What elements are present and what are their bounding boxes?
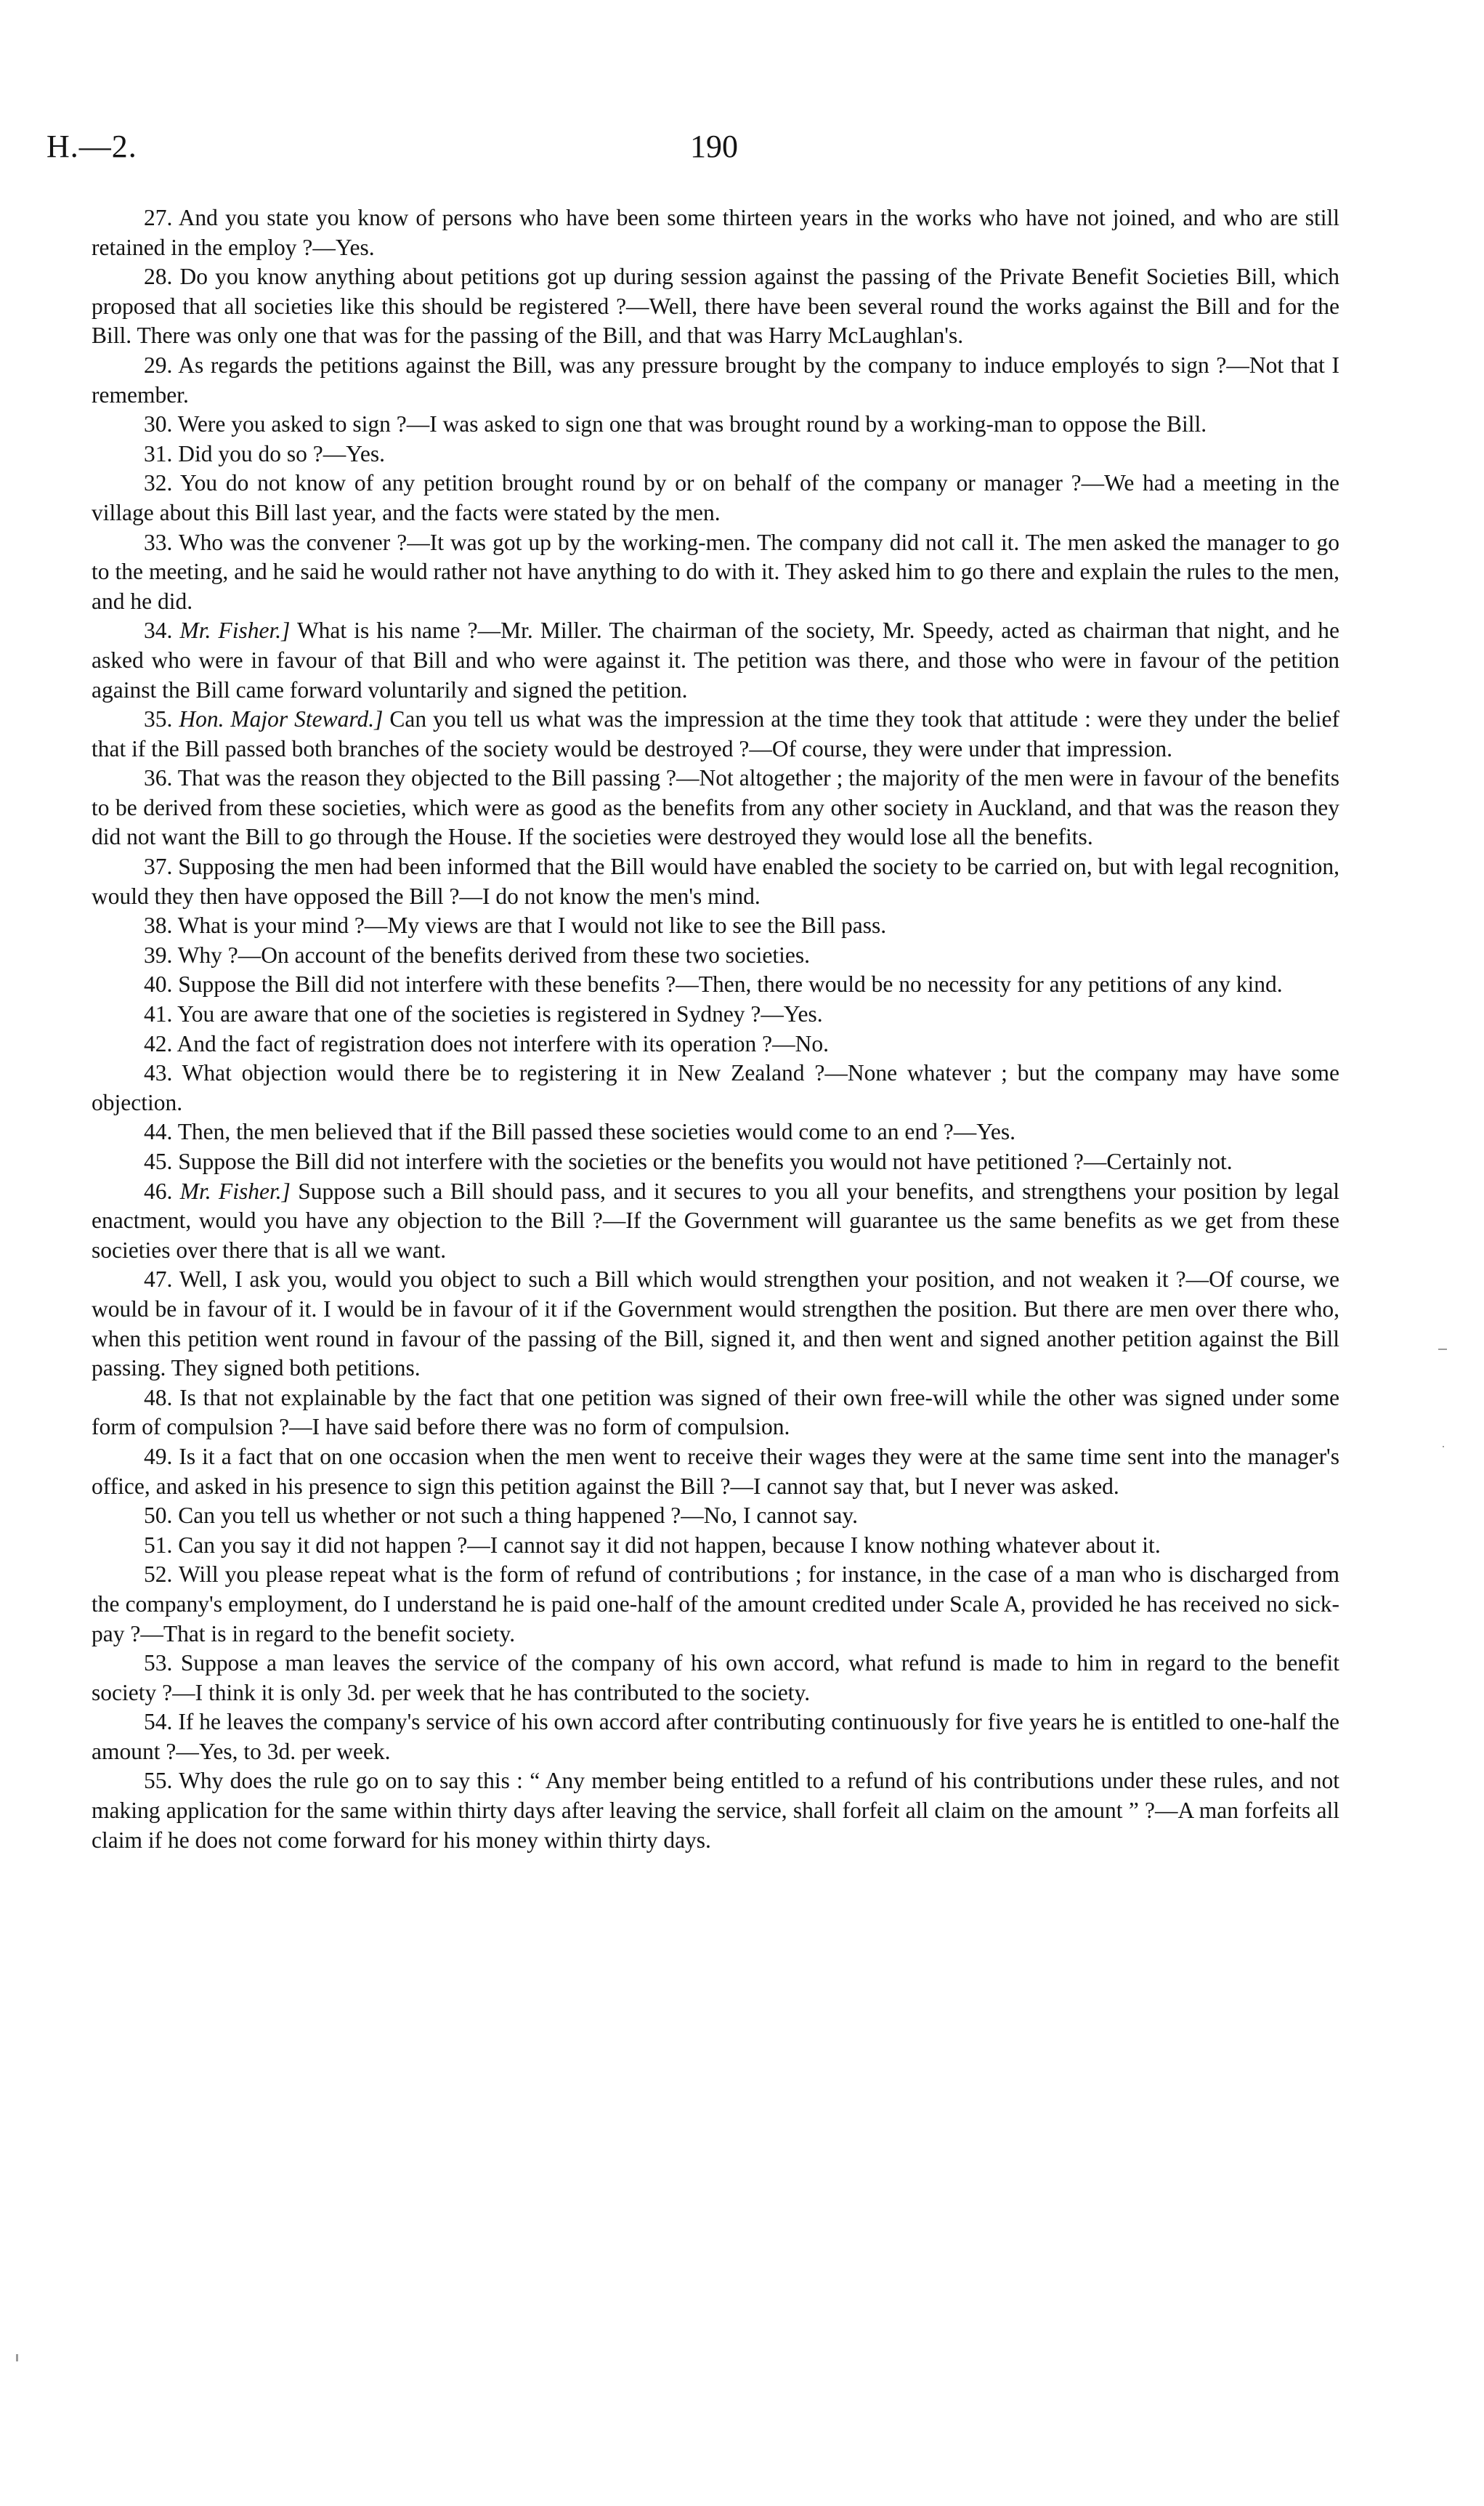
question-answer-text: Supposing the men had been informed that the Bill would have enabled the society to be carried on, but with legal recognition, would they then have opposed the Bill ?—I do not know the men's mind. (92, 854, 1339, 909)
scan-mark (1443, 1446, 1444, 1447)
question-answer-text: Suppose a man leaves the service of the company of his own accord, what refund is made to him in regard to the benefit society ?—I think it is only 3d. per week that he has contributed to the society. (92, 1650, 1339, 1705)
qa-paragraph-16 (92, 1030, 1339, 1059)
qa-paragraph-1 (92, 203, 1339, 262)
qa-paragraph-10 (92, 764, 1339, 852)
question-answer-text: What is his name ?—Mr. Miller. The chairman of the society, Mr. Speedy, acted as chairman that night, and he asked who were in favour of that Bill and who were against it. The petition was there, and those who were in favour of the petition against the Bill came forward voluntarily and signed the petition. (92, 618, 1339, 703)
question-answer-text: Suppose such a Bill should pass, and it secures to you all your benefits, and strengthens your position by legal enactment, would you have any objection to the Bill ?—If the Government will guarantee us the same benefits as we get from these societies over there that is all we want. (92, 1178, 1340, 1263)
question-number: 29. (144, 352, 173, 378)
qa-paragraph-25 (92, 1531, 1339, 1561)
question-number: 54. (144, 1709, 173, 1735)
qa-paragraph-15 (92, 1000, 1339, 1030)
question-number: 48. (144, 1384, 173, 1410)
qa-paragraph-29 (92, 1766, 1339, 1855)
speaker-name: Hon. Major Steward.] (179, 706, 384, 732)
question-number: 37. (144, 854, 173, 880)
question-number: 28. (144, 264, 173, 290)
qa-paragraph-19 (92, 1147, 1339, 1177)
qa-paragraph-9 (92, 705, 1339, 764)
question-answer-text: That was the reason they objected to the Bill passing ?—Not altogether ; the majority of the men were in favour of the benefits to be derived from these societies, which were as good as the benefits from any other society in Auckland, and that was the reason they did not want the Bill to go through the House. If the societies were destroyed they would lose all the benefits. (92, 765, 1339, 850)
speaker-name: Mr. Fisher.] (179, 1178, 291, 1204)
qa-paragraph-13 (92, 941, 1339, 971)
qa-paragraph-11 (92, 852, 1339, 911)
question-answer-text: Can you say it did not happen ?—I cannot say it did not happen, because I know nothing whatever about it. (178, 1532, 1161, 1558)
qa-paragraph-12 (92, 911, 1339, 941)
qa-paragraph-23 (92, 1442, 1339, 1501)
qa-paragraph-6 (92, 469, 1339, 528)
question-number: 32. (144, 470, 173, 496)
question-number: 33. (144, 529, 173, 555)
question-number: 53. (144, 1650, 173, 1676)
question-number: 46. (144, 1178, 173, 1204)
question-answer-text: Is it a fact that on one occasion when the men went to receive their wages they were at the same time sent into the manager's office, and asked in his presence to sign this petition against the Bill ?—I cannot say that, but I never was asked. (92, 1443, 1339, 1499)
page-number: 190 (690, 129, 738, 164)
question-answer-text: You are aware that one of the societies is registered in Sydney ?—Yes. (177, 1001, 823, 1027)
testimony-body (92, 203, 1339, 1855)
question-answer-text: What objection would there be to registering it in New Zealand ?—None whatever ; but the company may have some objection. (92, 1060, 1339, 1115)
qa-paragraph-5 (92, 440, 1339, 469)
qa-paragraph-18 (92, 1117, 1339, 1147)
qa-paragraph-17 (92, 1059, 1339, 1117)
qa-paragraph-24 (92, 1501, 1339, 1531)
document-reference: H.—2. (46, 129, 137, 164)
question-number: 50. (144, 1503, 173, 1529)
qa-paragraph-7 (92, 528, 1339, 617)
question-number: 30. (144, 411, 173, 437)
question-answer-text: And you state you know of persons who have been some thirteen years in the works who have not joined, and who are still retained in the employ ?—Yes. (92, 205, 1339, 260)
qa-paragraph-4 (92, 410, 1339, 440)
question-answer-text: What is your mind ?—My views are that I would not like to see the Bill pass. (177, 913, 887, 939)
question-answer-text: Can you tell us what was the impression at the time they took that attitude : were they under the belief that if the Bill passed both branches of the society would be destroyed ?—Of course, they were under that impression. (92, 706, 1340, 761)
qa-paragraph-8 (92, 616, 1339, 705)
question-answer-text: Suppose the Bill did not interfere with the societies or the benefits you would not have petitioned ?—Certainly not. (178, 1149, 1233, 1174)
question-answer-text: Suppose the Bill did not interfere with these benefits ?—Then, there would be no necessity for any petitions of any kind. (178, 971, 1283, 998)
qa-paragraph-20 (92, 1177, 1339, 1266)
qa-paragraph-27 (92, 1649, 1339, 1707)
question-number: 40. (144, 971, 173, 998)
question-number: 41. (144, 1001, 173, 1027)
qa-paragraph-26 (92, 1560, 1339, 1649)
question-answer-text: Did you do so ?—Yes. (178, 440, 385, 466)
qa-paragraph-3 (92, 351, 1339, 410)
question-answer-text: Why does the rule go on to say this : “ Any member being entitled to a refund of his contributions under these rules, and not making application for the same within thirty days after leaving the service, shall forfeit all claim on the amount ” ?—A man forfeits all claim if he does not come forward for his money within thirty days. (92, 1768, 1339, 1853)
question-number: 34. (144, 618, 173, 644)
question-number: 36. (144, 765, 173, 791)
qa-paragraph-22 (92, 1383, 1339, 1442)
question-number: 42. (144, 1030, 173, 1056)
qa-paragraph-28 (92, 1707, 1339, 1766)
question-answer-text: Why ?—On account of the benefits derived from these two societies. (177, 942, 811, 968)
question-number: 35. (144, 706, 173, 732)
question-number: 55. (144, 1768, 173, 1794)
question-number: 43. (144, 1060, 173, 1086)
question-number: 38. (144, 913, 173, 939)
question-answer-text: Do you know anything about petitions got up during session against the passing of the Private Benefit Societies Bill, which proposed that all societies like this should be registered ?—Well, there have been several round the works against the Bill and for the Bill. There was only one that was for the passing of the Bill, and that was Harry McLaughlan's. (92, 264, 1339, 349)
question-number: 47. (144, 1266, 173, 1293)
question-answer-text: If he leaves the company's service of his own accord after contributing continuously for five years he is entitled to one-half the amount ?—Yes, to 3d. per week. (92, 1709, 1340, 1764)
question-answer-text: You do not know of any petition brought round by or on behalf of the company or manager ?—We had a meeting in the village about this Bill last year, and the facts were stated by the men. (92, 470, 1339, 525)
qa-paragraph-2 (92, 262, 1339, 351)
question-number: 44. (144, 1119, 173, 1145)
question-number: 27. (144, 205, 173, 230)
scan-mark (16, 2354, 18, 2361)
question-answer-text: Then, the men believed that if the Bill passed these societies would come to an end ?—Yes. (177, 1119, 1015, 1145)
question-answer-text: Can you tell us whether or not such a thing happened ?—No, I cannot say. (178, 1503, 858, 1529)
speaker-name: Mr. Fisher.] (179, 618, 291, 644)
question-answer-text: Well, I ask you, would you object to such a Bill which would strengthen your position, and not weaken it ?—Of course, we would be in favour of it. I would be in favour of it if the Government would strengthen the position. But there are men over there who, when this petition went round in favour of the passing of the Bill, signed it, and then went and signed another petition against the Bill passing. They signed both petitions. (92, 1266, 1339, 1381)
scan-mark (1438, 1349, 1447, 1350)
question-answer-text: Who was the convener ?—It was got up by the working-men. The company did not call it. The men asked the manager to go to the meeting, and he said he would rather not have anything to do with it. They asked him to go there and explain the rules to the men, and he did. (92, 529, 1339, 614)
question-number: 31. (144, 440, 173, 466)
question-answer-text: As regards the petitions against the Bill, was any pressure brought by the company to induce employés to sign ?—Not that I remember. (92, 352, 1340, 408)
question-answer-text: And the fact of registration does not interfere with its operation ?—No. (177, 1030, 830, 1056)
qa-paragraph-14 (92, 970, 1339, 1000)
question-answer-text: Were you asked to sign ?—I was asked to sign one that was brought round by a working-man to oppose the Bill. (177, 411, 1207, 437)
question-number: 45. (144, 1149, 173, 1174)
question-number: 49. (144, 1443, 173, 1469)
question-number: 39. (144, 942, 173, 968)
question-number: 52. (144, 1561, 173, 1588)
qa-paragraph-21 (92, 1265, 1339, 1383)
question-number: 51. (144, 1532, 173, 1558)
question-answer-text: Will you please repeat what is the form of refund of contributions ; for instance, in the case of a man who is discharged from the company's employment, do I understand he is paid one-half of the amount credited under Scale A, provided he has received no sick-pay ?—That is in regard to the benefit society. (92, 1561, 1339, 1646)
question-answer-text: Is that not explainable by the fact that one petition was signed of their own free-will while the other was signed under some form of compulsion ?—I have said before there was no form of compulsion. (92, 1384, 1340, 1440)
